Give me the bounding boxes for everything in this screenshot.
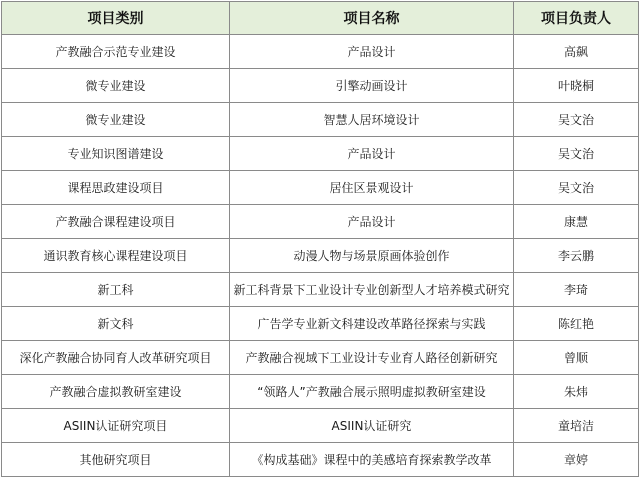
cell-leader: 吴文治 [514,171,639,205]
cell-project-name: “领路人”产教融合展示照明虚拟教研室建设 [230,375,514,409]
cell-leader: 李琦 [514,273,639,307]
cell-project-name: 产品设计 [230,137,514,171]
cell-category: 产教融合虚拟教研室建设 [2,375,230,409]
cell-category: 新工科 [2,273,230,307]
cell-leader: 康慧 [514,205,639,239]
cell-leader: 朱炜 [514,375,639,409]
table-row [2,205,639,239]
cell-leader: 李云鹏 [514,239,639,273]
table-row [2,69,639,103]
cell-category: 产教融合课程建设项目 [2,205,230,239]
cell-leader: 高飙 [514,35,639,69]
cell-leader: 吴文治 [514,137,639,171]
cell-project-name: 产品设计 [230,35,514,69]
table-row [2,375,639,409]
cell-project-name: ASIIN认证研究 [230,409,514,443]
table-row [2,171,639,205]
cell-category: 通识教育核心课程建设项目 [2,239,230,273]
cell-category: 产教融合示范专业建设 [2,35,230,69]
cell-project-name: 产教融合视域下工业设计专业育人路径创新研究 [230,341,514,375]
cell-category: 微专业建设 [2,69,230,103]
table-row [2,409,639,443]
cell-category: 课程思政建设项目 [2,171,230,205]
table-row [2,273,639,307]
table-row [2,443,639,477]
cell-project-name: 新工科背景下工业设计专业创新型人才培养模式研究 [230,273,514,307]
cell-project-name: 智慧人居环境设计 [230,103,514,137]
cell-leader: 吴文治 [514,103,639,137]
cell-category: ASIIN认证研究项目 [2,409,230,443]
cell-leader: 章婷 [514,443,639,477]
cell-category: 深化产教融合协同育人改革研究项目 [2,341,230,375]
cell-category: 微专业建设 [2,103,230,137]
cell-leader: 叶晓桐 [514,69,639,103]
cell-project-name: 《构成基础》课程中的美感培育探索教学改革 [230,443,514,477]
cell-leader: 曾顺 [514,341,639,375]
cell-leader: 陈红艳 [514,307,639,341]
table-row [2,341,639,375]
header-leader: 项目负责人 [514,2,639,35]
cell-project-name: 广告学专业新文科建设改革路径探索与实践 [230,307,514,341]
project-table [1,1,639,477]
cell-category: 专业知识图谱建设 [2,137,230,171]
table-row [2,103,639,137]
header-category: 项目类别 [2,2,230,35]
table-row [2,307,639,341]
header-row [2,2,639,35]
table-row [2,35,639,69]
cell-project-name: 产品设计 [230,205,514,239]
cell-project-name: 动漫人物与场景原画体验创作 [230,239,514,273]
table-row [2,239,639,273]
cell-project-name: 引擎动画设计 [230,69,514,103]
cell-leader: 童培洁 [514,409,639,443]
cell-project-name: 居住区景观设计 [230,171,514,205]
table-row [2,137,639,171]
cell-category: 新文科 [2,307,230,341]
cell-category: 其他研究项目 [2,443,230,477]
header-project-name: 项目名称 [230,2,514,35]
